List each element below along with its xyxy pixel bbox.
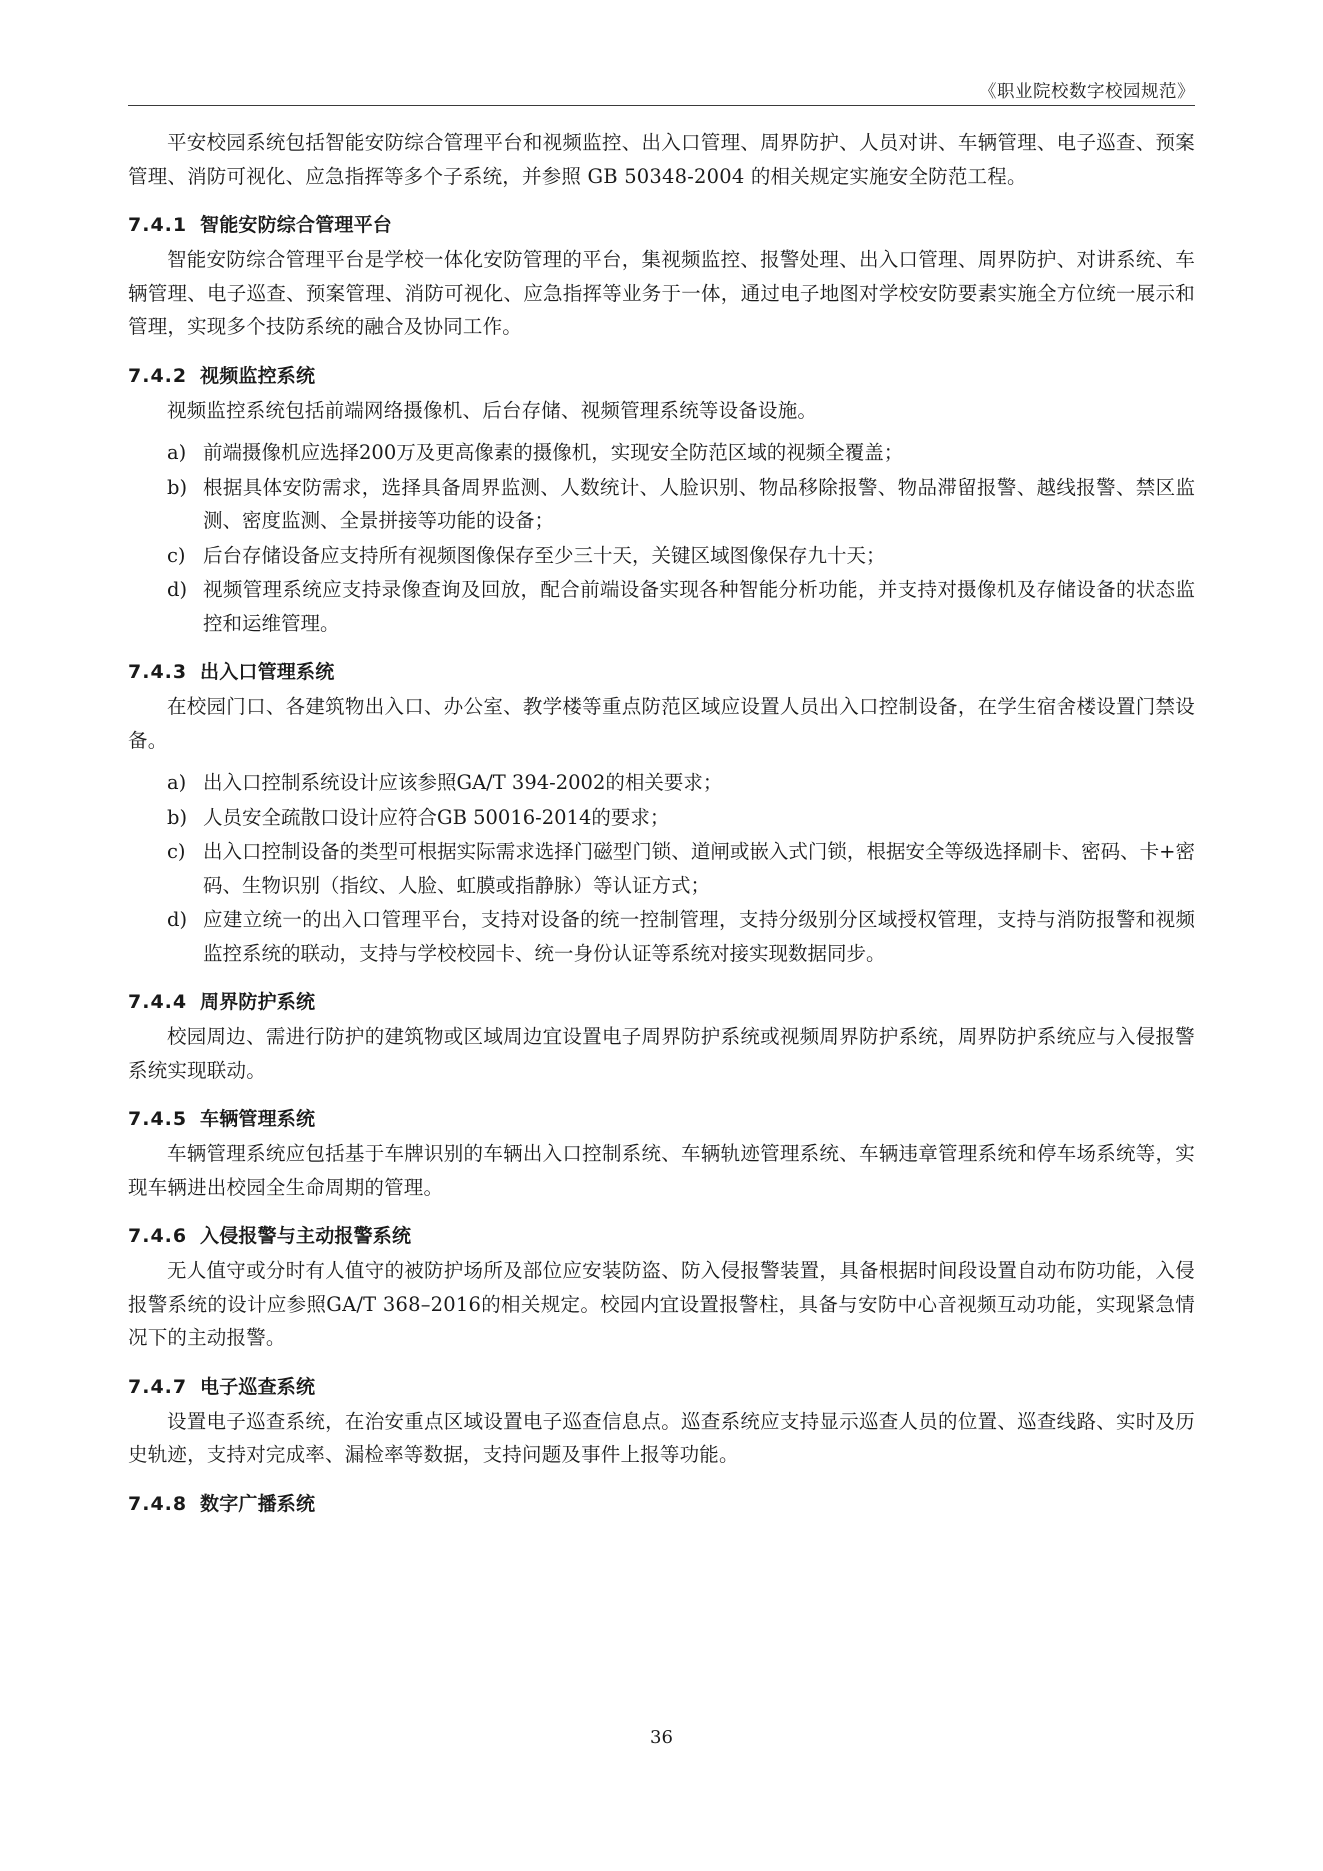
section-paragraph: 车辆管理系统应包括基于车牌识别的车辆出入口控制系统、车辆轨迹管理系统、车辆违章管理系统和停车场系统等，实现车辆进出校园全生命周期的管理。 bbox=[128, 1142, 1195, 1199]
list-item-text: 后台存储设备应支持所有视频图像保存至少三十天，关键区域图像保存九十天； bbox=[203, 543, 886, 567]
section-heading bbox=[128, 210, 1195, 237]
section-list bbox=[128, 436, 1195, 640]
header-divider bbox=[128, 105, 1195, 106]
section-heading bbox=[128, 1104, 1195, 1131]
list-marker: b) bbox=[167, 805, 188, 829]
section-number: 7.4.3 bbox=[128, 661, 188, 683]
section-heading bbox=[128, 1489, 1195, 1516]
section-number: 7.4.7 bbox=[128, 1375, 188, 1398]
list-marker: c) bbox=[167, 543, 186, 567]
section-title: 智能安防综合管理平台 bbox=[200, 214, 393, 236]
section-title: 出入口管理系统 bbox=[200, 661, 335, 683]
list-item-text: 人员安全疏散口设计应符合GB 50016-2014的要求； bbox=[203, 805, 670, 829]
section-title: 车辆管理系统 bbox=[200, 1108, 316, 1130]
list-item-text: 根据具体安防需求，选择具备周界监测、人数统计、人脸识别、物品移除报警、物品滞留报警、越线报警、禁区监测、密度监测、全景拼接等功能的设备； bbox=[203, 475, 1195, 532]
section-number: 7.4.6 bbox=[128, 1225, 188, 1247]
list-marker: d) bbox=[167, 578, 188, 601]
section-number: 7.4.5 bbox=[128, 1108, 188, 1130]
list-item bbox=[128, 471, 1195, 538]
list-item bbox=[128, 903, 1195, 970]
list-marker: a) bbox=[167, 771, 187, 794]
list-item bbox=[128, 835, 1195, 902]
list-marker: a) bbox=[167, 441, 187, 464]
list-marker: c) bbox=[167, 840, 186, 863]
list-item bbox=[128, 766, 1195, 800]
page-number: 36 bbox=[650, 1727, 673, 1748]
section-title: 视频监控系统 bbox=[200, 364, 316, 387]
section-list bbox=[128, 766, 1195, 970]
running-header: 《职业院校数字校园规范》 bbox=[979, 82, 1195, 102]
section-paragraph: 在校园门口、各建筑物出入口、办公室、教学楼等重点防范区域应设置人员出入口控制设备，在学生宿舍楼设置门禁设备。 bbox=[128, 695, 1195, 752]
section-number: 7.4.4 bbox=[128, 991, 188, 1013]
section-title: 入侵报警与主动报警系统 bbox=[200, 1225, 412, 1247]
list-item-text: 应建立统一的出入口管理平台，支持对设备的统一控制管理，支持分级别分区域授权管理，支持与消防报警和视频监控系统的联动，支持与学校校园卡、统一身份认证等系统对接实现数据同步。 bbox=[203, 908, 1195, 965]
section-paragraph: 视频监控系统包括前端网络摄像机、后台存储、视频管理系统等设备设施。 bbox=[167, 398, 818, 422]
page-content bbox=[128, 126, 1195, 1522]
list-marker: b) bbox=[167, 475, 188, 499]
section-heading bbox=[128, 361, 1195, 388]
section-number: 7.4.8 bbox=[128, 1492, 188, 1515]
section-title: 电子巡查系统 bbox=[200, 1375, 316, 1398]
section-heading bbox=[128, 987, 1195, 1014]
section-number: 7.4.2 bbox=[128, 364, 188, 387]
list-item bbox=[128, 436, 1195, 470]
section-title: 数字广播系统 bbox=[200, 1492, 316, 1515]
list-item bbox=[128, 539, 1195, 573]
section-heading bbox=[128, 1372, 1195, 1399]
section-number: 7.4.1 bbox=[128, 214, 188, 236]
list-item-text: 视频管理系统应支持录像查询及回放，配合前端设备实现各种智能分析功能，并支持对摄像机及存储设备的状态监控和运维管理。 bbox=[203, 578, 1195, 635]
section-paragraph: 校园周边、需进行防护的建筑物或区域周边宜设置电子周界防护系统或视频周界防护系统，周界防护系统应与入侵报警系统实现联动。 bbox=[128, 1025, 1195, 1082]
list-item bbox=[128, 801, 1195, 835]
section-title: 周界防护系统 bbox=[200, 991, 316, 1013]
list-item-text: 出入口控制设备的类型可根据实际需求选择门磁型门锁、道闸或嵌入式门锁，根据安全等级选择刷卡、密码、卡+密码、生物识别（指纹、人脸、虹膜或指静脉）等认证方式； bbox=[203, 840, 1195, 897]
section-paragraph: 无人值守或分时有人值守的被防护场所及部位应安装防盗、防入侵报警装置，具备根据时间段设置自动布防功能，入侵报警系统的设计应参照GA/T 368–2016的相关规定。校园内宜设置报警柱，具备与安防中心音视频互动功能，实现紧急情况下的主动报警。 bbox=[128, 1259, 1195, 1349]
list-item bbox=[128, 573, 1195, 640]
list-item-text: 出入口控制系统设计应该参照GA/T 394-2002的相关要求； bbox=[203, 771, 723, 794]
intro-paragraph: 平安校园系统包括智能安防综合管理平台和视频监控、出入口管理、周界防护、人员对讲、车辆管理、电子巡查、预案管理、消防可视化、应急指挥等多个子系统，并参照 GB 50348-2004 的相关规定实施安全防范工程。 bbox=[128, 131, 1195, 188]
section-heading bbox=[128, 657, 1195, 684]
section-paragraph: 智能安防综合管理平台是学校一体化安防管理的平台，集视频监控、报警处理、出入口管理、周界防护、对讲系统、车辆管理、电子巡查、预案管理、消防可视化、应急指挥等业务于一体，通过电子地图对学校安防要素实施全方位统一展示和管理，实现多个技防系统的融合及协同工作。 bbox=[128, 248, 1195, 338]
list-marker: d) bbox=[167, 908, 188, 931]
section-heading bbox=[128, 1221, 1195, 1248]
section-paragraph: 设置电子巡查系统，在治安重点区域设置电子巡查信息点。巡查系统应支持显示巡查人员的位置、巡查线路、实时及历史轨迹，支持对完成率、漏检率等数据，支持问题及事件上报等功能。 bbox=[128, 1409, 1195, 1466]
list-item-text: 前端摄像机应选择200万及更高像素的摄像机，实现安全防范区域的视频全覆盖； bbox=[203, 441, 904, 464]
